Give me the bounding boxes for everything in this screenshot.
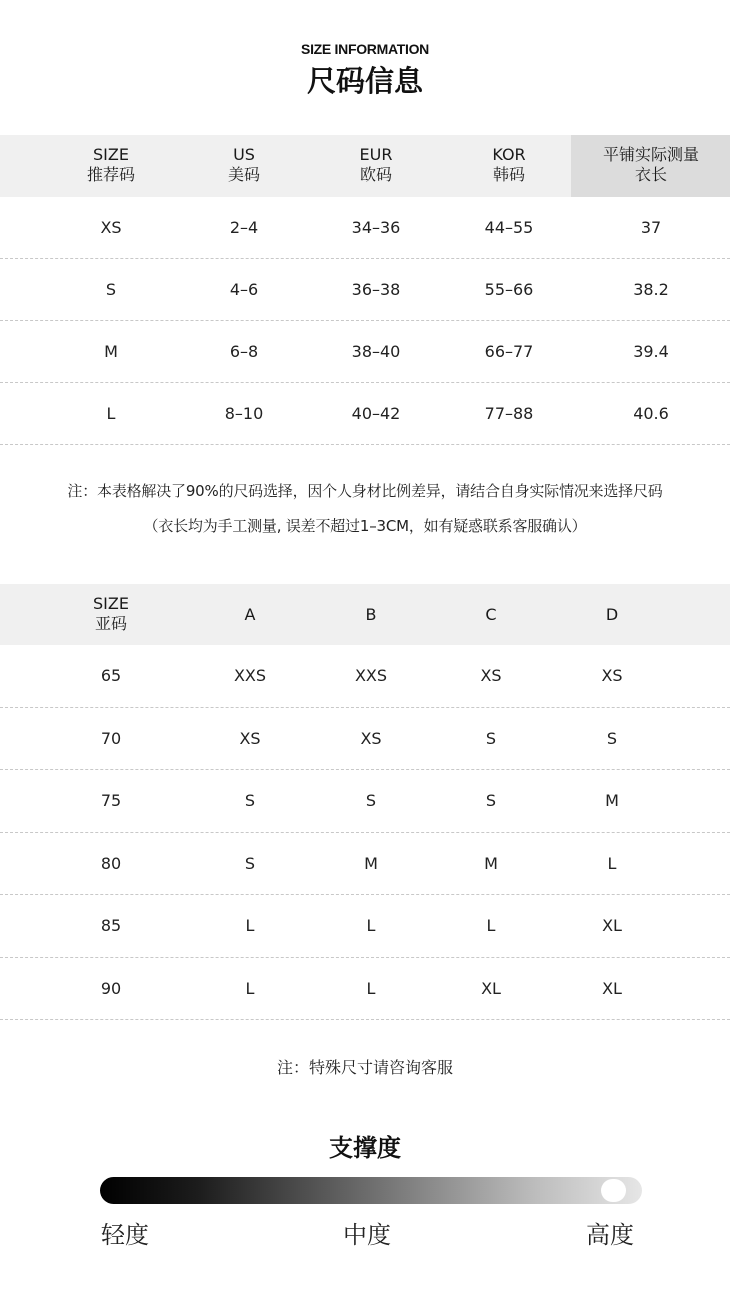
page-title: 尺码信息	[306, 64, 423, 98]
cell-c: XS	[480, 666, 502, 685]
header-cup-a: A	[244, 605, 256, 624]
header-us	[174, 145, 314, 185]
support-level-medium: 中度	[343, 1221, 391, 1249]
support-level-light: 轻度	[101, 1221, 149, 1249]
cell-b: L	[366, 978, 376, 998]
cell-b: XXS	[354, 666, 388, 685]
cell-kor: 77–88	[484, 404, 534, 423]
header-cup-c: C	[485, 605, 497, 624]
cell-size: XS	[100, 218, 122, 237]
header-eur-cn: 欧码	[359, 165, 392, 184]
cell-length: 38.2	[633, 280, 669, 299]
subtitle-english: SIZE INFORMATION	[301, 41, 429, 57]
cell-c: XL	[481, 978, 501, 998]
cell-b: L	[366, 916, 376, 935]
cell-eur: 34–36	[351, 218, 401, 237]
size-recommendation-table	[0, 135, 730, 445]
cell-band: 90	[100, 978, 122, 998]
cell-a: S	[244, 791, 256, 810]
cell-band: 70	[100, 728, 122, 748]
cell-d: XL	[602, 978, 622, 998]
table-row	[0, 895, 730, 958]
header-kor-en: KOR	[492, 145, 526, 164]
header-length-line1: 平铺实际测量	[602, 145, 699, 164]
header-cup-d: D	[605, 605, 619, 624]
cell-band: 65	[100, 666, 122, 685]
cell-b: XS	[360, 728, 382, 748]
cell-kor: 44–55	[484, 218, 534, 237]
header-kor-cn: 韩码	[492, 165, 525, 184]
cell-a: L	[245, 916, 255, 935]
table-header-row	[0, 135, 730, 197]
table-row	[0, 197, 730, 259]
header-size-cn: 推荐码	[86, 165, 135, 184]
cell-d: M	[605, 791, 619, 810]
cell-eur: 36–38	[351, 280, 401, 299]
cell-eur: 40–42	[351, 404, 401, 423]
header-cup-b: B	[365, 605, 377, 624]
cell-us: 4–6	[229, 280, 259, 299]
table-row	[0, 833, 730, 896]
cell-d: XL	[602, 916, 622, 935]
table-row	[0, 770, 730, 833]
support-level-title: 支撑度	[329, 1134, 401, 1162]
table-row	[0, 259, 730, 321]
header-us-en: US	[233, 145, 255, 164]
cell-us: 2–4	[229, 218, 259, 237]
cell-b: M	[364, 853, 378, 873]
header-us-cn: 美码	[227, 165, 260, 184]
header-length-line2: 衣长	[634, 165, 667, 184]
support-level-high: 高度	[586, 1221, 634, 1249]
support-level-indicator	[601, 1179, 626, 1202]
header-size-cn: 亚码	[94, 614, 127, 633]
cell-c: S	[485, 791, 497, 810]
header-size	[41, 145, 181, 185]
header-size-en: SIZE	[93, 594, 129, 613]
support-level-bar	[100, 1177, 642, 1204]
cell-band: 85	[100, 916, 122, 935]
cell-size: S	[105, 280, 117, 299]
table-row	[0, 321, 730, 383]
cell-length: 40.6	[633, 404, 669, 423]
cell-d: S	[606, 728, 618, 748]
header-size-en: SIZE	[93, 145, 129, 164]
cell-kor: 66–77	[484, 342, 534, 361]
header-eur-en: EUR	[359, 145, 393, 164]
header-kor	[439, 145, 579, 185]
cell-band: 75	[100, 791, 122, 810]
table-row	[0, 383, 730, 445]
cell-c: M	[484, 853, 498, 873]
cell-d: XS	[601, 666, 623, 685]
header-eur	[306, 145, 446, 185]
note-special-sizes: 注：特殊尺寸请咨询客服	[276, 1058, 453, 1077]
cell-us: 8–10	[224, 404, 264, 423]
cell-a: XXS	[233, 666, 267, 685]
cell-size: L	[106, 404, 116, 423]
cell-us: 6–8	[229, 342, 259, 361]
cell-eur: 38–40	[351, 342, 401, 361]
cell-d: L	[607, 853, 617, 873]
table-row	[0, 645, 730, 708]
cell-c: S	[485, 728, 497, 748]
note-measurement: （衣长均为手工测量, 误差不超过1–3CM，如有疑惑联系客服确认）	[143, 517, 587, 535]
cell-a: L	[245, 978, 255, 998]
cell-c: L	[486, 916, 496, 935]
cell-length: 37	[640, 218, 662, 237]
cell-b: S	[365, 791, 377, 810]
bra-size-table	[0, 584, 730, 1020]
cell-a: S	[244, 853, 256, 873]
cell-length: 39.4	[633, 342, 669, 361]
note-size-selection: 注：本表格解决了90%的尺码选择，因个人身材比例差异，请结合自身实际情况来选择尺码	[67, 482, 663, 500]
header-length	[581, 145, 721, 185]
cell-band: 80	[100, 853, 122, 873]
cell-size: M	[104, 342, 118, 361]
cell-kor: 55–66	[484, 280, 534, 299]
table-row	[0, 708, 730, 771]
table-header-row	[0, 584, 730, 645]
header-size	[51, 594, 171, 634]
table-row	[0, 958, 730, 1021]
cell-a: XS	[239, 728, 261, 748]
